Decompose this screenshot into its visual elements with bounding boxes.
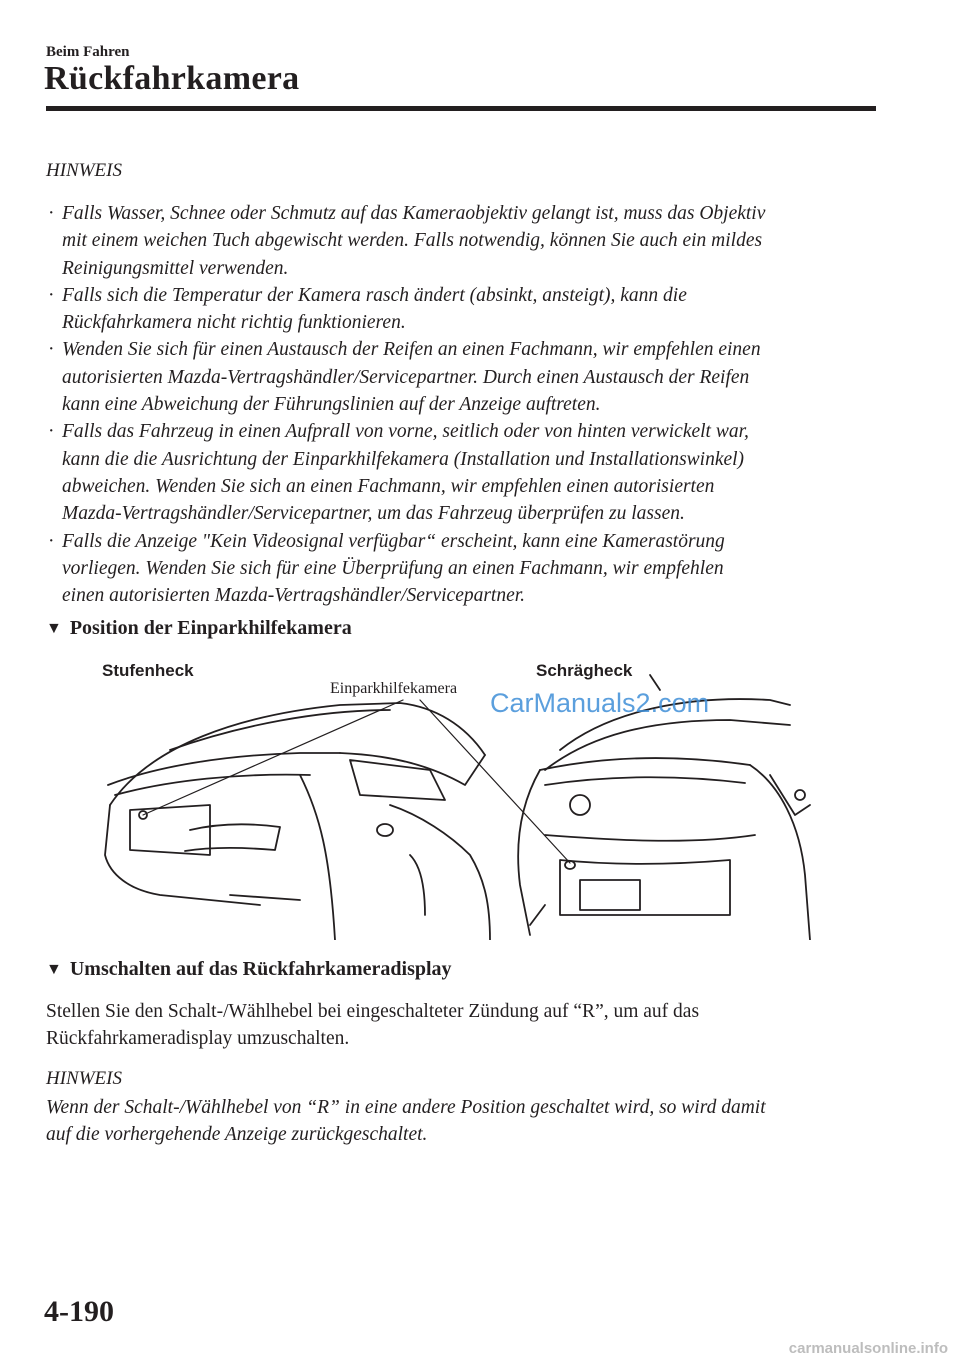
section-label: Beim Fahren — [46, 44, 130, 60]
note-label-2: HINWEIS — [46, 1068, 122, 1089]
bullet-icon: · — [48, 284, 55, 306]
figure-callout-camera: Einparkhilfekamera — [330, 680, 458, 697]
subheading-position-text: Position der Einparkhilfekamera — [69, 617, 352, 639]
note-line: Reinigungsmittel verwenden. — [62, 257, 289, 279]
note-label: HINWEIS — [46, 160, 122, 181]
bullet-icon: · — [48, 421, 55, 443]
figure-label-sedan: Stufenheck — [102, 661, 194, 680]
title-rule — [46, 106, 876, 111]
note-list — [46, 200, 876, 609]
footer-site-mark: carmanualsonline.info — [788, 1340, 948, 1357]
sedan-illustration — [105, 703, 490, 940]
note-line: Wenn der Schalt-/Wählhebel von “R” in eine andere Position geschaltet wird, so wird damit — [46, 1097, 766, 1118]
body-line: Rückfahrkameradisplay umzuschalten. — [46, 1028, 350, 1050]
note-item — [46, 200, 876, 282]
note-line: auf die vorhergehende Anzeige zurückgeschaltet. — [46, 1124, 428, 1146]
bullet-icon: · — [48, 203, 55, 224]
bullet-icon: · — [48, 530, 55, 552]
note-line: Rückfahrkamera nicht richtig funktionieren. — [62, 312, 406, 334]
subheading-switch — [46, 958, 452, 981]
note-item — [46, 418, 876, 527]
page-title: Rückfahrkamera — [44, 60, 300, 97]
note-line: vorliegen. Wenden Sie sich für eine Überprüfung an einen Fachmann, wir empfehlen — [62, 557, 724, 579]
triangle-down-icon: ▼ — [46, 620, 62, 637]
watermark: CarManuals2.com — [490, 688, 710, 718]
note-item — [46, 282, 876, 337]
note-line: Falls die Anzeige "Kein Videosignal verfügbar“ erscheint, kann eine Kamerastörung — [62, 530, 725, 552]
body-paragraph — [46, 998, 866, 1053]
note-line: kann eine Abweichung der Führungslinien auf der Anzeige auftreten. — [62, 394, 601, 416]
triangle-down-icon: ▼ — [46, 961, 62, 978]
note-line: abweichen. Wenden Sie sich an einen Fachmann, wir empfehlen einen autorisierten — [62, 475, 715, 497]
bullet-icon: · — [48, 339, 55, 361]
note-line: einen autorisierten Mazda-Vertragshändler/Servicepartner. — [62, 585, 526, 607]
note-line: Falls Wasser, Schnee oder Schmutz auf das Kameraobjektiv gelangt ist, muss das Objektiv — [62, 203, 766, 224]
note-line: mit einem weichen Tuch abgewischt werden. Falls notwendig, können Sie auch ein mildes — [62, 230, 763, 252]
note-line: Wenden Sie sich für einen Austausch der Reifen an einen Fachmann, wir empfehlen einen — [62, 339, 761, 361]
note-item — [46, 528, 876, 610]
note-line: autorisierten Mazda-Vertragshändler/Servicepartner. Durch einen Austausch der Reifen — [62, 366, 750, 388]
body-line: Stellen Sie den Schalt-/Wählhebel bei eingeschalteter Zündung auf “R”, um auf das — [46, 1001, 700, 1022]
figure-label-hatchback: Schrägheck — [536, 661, 633, 680]
subheading-position — [46, 617, 352, 640]
note-line: Mazda-Vertragshändler/Servicepartner, um das Fahrzeug überprüfen zu lassen. — [62, 503, 685, 525]
note-line: kann die die Ausrichtung der Einparkhilfekamera (Installation und Installationswinkel) — [62, 448, 745, 470]
page-number: 4-190 — [44, 1295, 114, 1328]
note-paragraph — [46, 1094, 876, 1149]
note-line: Falls sich die Temperatur der Kamera rasch ändert (absinkt, ansteigt), kann die — [62, 284, 687, 306]
note-line: Falls das Fahrzeug in einen Aufprall von vorne, seitlich oder von hinten verwickelt war, — [62, 421, 749, 443]
note-item — [46, 336, 876, 418]
subheading-switch-text: Umschalten auf das Rückfahrkameradisplay — [69, 958, 452, 980]
